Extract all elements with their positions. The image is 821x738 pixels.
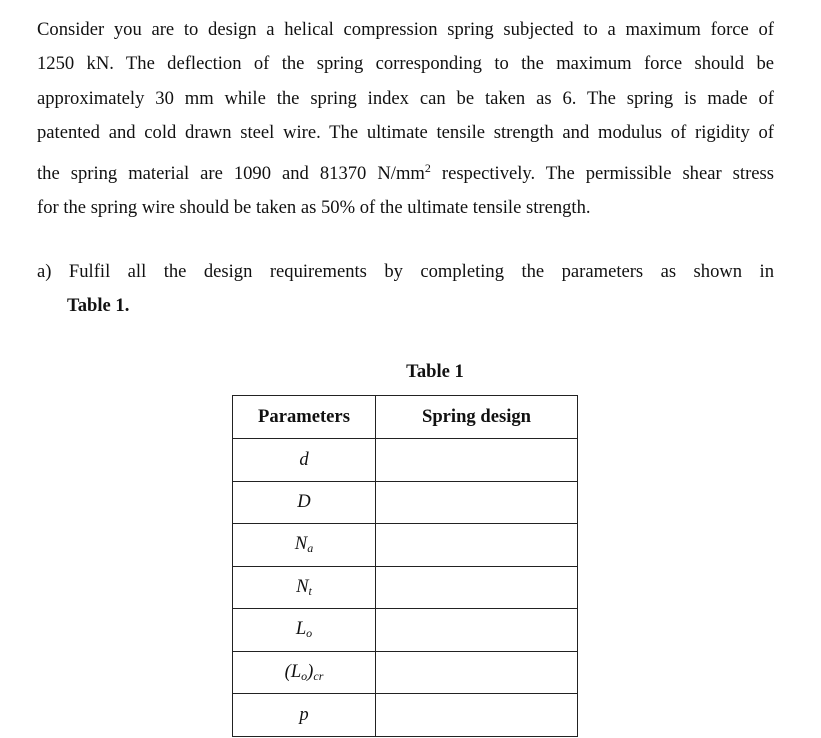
param-sub: a — [307, 541, 314, 556]
param-main: N — [296, 575, 309, 597]
problem-line-1: Consider you are to design a helical compression spring subjected to a maximum force of — [37, 19, 774, 40]
table-row — [233, 524, 578, 567]
problem-line-4: patented and cold drawn steel wire. The ultimate tensile strength and modulus of rigidity of — [37, 122, 774, 144]
param-main: D — [297, 491, 311, 513]
problem-line-5 — [37, 151, 774, 191]
table-row — [233, 651, 578, 694]
value-cell[interactable] — [376, 524, 578, 567]
param-D — [233, 481, 376, 524]
question-a — [37, 255, 774, 324]
question-a-line-1 — [37, 255, 774, 289]
value-cell[interactable] — [376, 566, 578, 609]
units-superscript: 2 — [424, 160, 431, 175]
value-cell[interactable] — [376, 481, 578, 524]
table-row — [233, 481, 578, 524]
header-parameters: Parameters — [233, 396, 376, 439]
value-cell[interactable] — [376, 439, 578, 482]
table-header-row — [233, 396, 578, 439]
problem-line-6: for the spring wire should be taken as 50% of the ultimate tensile strength. — [37, 197, 591, 219]
param-sub: o — [306, 626, 313, 641]
param-Na — [233, 524, 376, 567]
param-Lo — [233, 609, 376, 652]
question-label: a) — [37, 261, 52, 282]
value-cell[interactable] — [376, 609, 578, 652]
table-row — [233, 694, 578, 737]
table-row — [233, 609, 578, 652]
param-main: p — [299, 703, 309, 725]
problem-statement — [37, 13, 774, 225]
param-sub: t — [308, 583, 312, 598]
problem-line-5-head: the spring material are 1090 and 81370 N/mm — [37, 162, 425, 184]
problem-line-3: approximately 30 mm while the spring index can be taken as 6. The spring is made of — [37, 87, 774, 109]
question-a-text: Fulfil all the design requirements by completing the parameters as shown in — [68, 261, 774, 282]
param-p — [233, 694, 376, 737]
param-main: L — [295, 618, 307, 640]
param-main: d — [299, 448, 309, 470]
table-row — [233, 566, 578, 609]
param-Lo-cr — [233, 651, 376, 694]
param-main: (L — [284, 660, 302, 682]
value-cell[interactable] — [376, 694, 578, 737]
spring-design-table — [232, 395, 578, 737]
param-tail-sub: cr — [313, 668, 324, 683]
param-d — [233, 439, 376, 482]
problem-line-2: 1250 kN. The deflection of the spring corresponding to the maximum force should be — [37, 53, 774, 75]
param-tail: ) — [307, 660, 314, 682]
problem-line-5-tail: respectively. The permissible shear stress — [430, 162, 774, 184]
header-spring-design: Spring design — [376, 396, 578, 439]
param-sub: o — [301, 668, 308, 683]
param-main: N — [294, 533, 308, 555]
table-row — [233, 439, 578, 482]
question-a-line-2: Table 1. — [67, 295, 130, 317]
table-caption: Table 1 — [406, 361, 464, 382]
value-cell[interactable] — [376, 651, 578, 694]
param-Nt — [233, 566, 376, 609]
